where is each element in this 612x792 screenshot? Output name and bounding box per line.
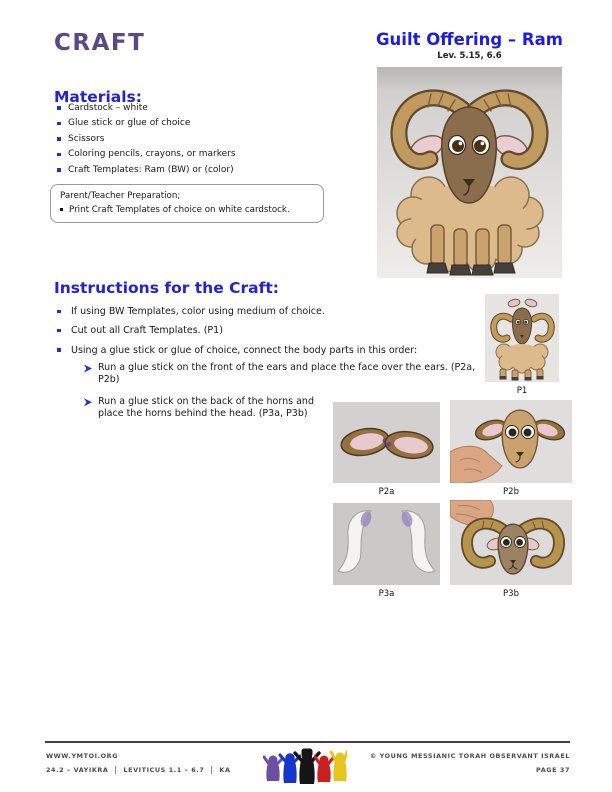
list-item (56, 103, 356, 114)
face-with-ears-illustration (450, 400, 572, 483)
ears-illustration (333, 402, 440, 483)
list-item (56, 306, 501, 318)
figure-label: P1 (516, 386, 528, 396)
arrow-bullet-icon (84, 398, 92, 406)
craft-subtitle: Guilt Offering – Ram (376, 30, 563, 49)
footer-website: WWW.YMTOI.ORG (46, 752, 119, 760)
instructions-heading: Instructions for the Craft: (54, 279, 279, 297)
list-item (56, 134, 356, 145)
bullet-icon (60, 208, 63, 211)
list-item (84, 396, 320, 421)
horn-backs-illustration (333, 503, 440, 585)
head-with-horns-illustration (450, 500, 572, 585)
material-label: Coloring pencils, crayons, or markers (68, 149, 236, 160)
preparation-note-box (50, 184, 324, 223)
bullet-icon (57, 137, 61, 141)
substep-label: Run a glue stick on the back of the horns and place the horns behind the head. (P3a, P3b) (98, 395, 314, 420)
bullet-icon (57, 106, 61, 110)
list-item (60, 205, 314, 215)
materials-heading: Materials: (54, 88, 142, 106)
material-label: Cardstock – white (68, 103, 148, 113)
list-item (56, 149, 356, 160)
preparation-label: Print Craft Templates of choice on white cardstock. (69, 205, 290, 215)
figure-label: P2b (503, 487, 519, 497)
list-item (56, 345, 501, 357)
materials-list (56, 103, 356, 180)
figure-label: P3b (503, 589, 519, 599)
figure-p2b (450, 400, 572, 497)
list-item (56, 165, 356, 176)
page-title: CRAFT (54, 30, 146, 56)
preparation-heading: Parent/Teacher Preparation; (60, 191, 181, 201)
substep-label: Run a glue stick on the front of the ears and place the face over the ears. (P2a, P2b) (98, 362, 476, 386)
footer-divider-rule (45, 741, 570, 743)
list-item (56, 118, 356, 129)
footer-scripture: LEVITICUS 1.1 – 6.7 (123, 766, 205, 774)
list-item (84, 362, 484, 387)
bullet-icon (57, 153, 61, 157)
bullet-icon (57, 168, 61, 172)
figure-p1 (485, 294, 559, 396)
bullet-icon (57, 310, 61, 314)
ram-craft-illustration (377, 67, 562, 278)
bullet-icon (57, 122, 61, 126)
figure-p3b (450, 500, 572, 599)
step-label: Using a glue stick or glue of choice, connect the body parts in this order: (71, 344, 418, 356)
bullet-icon (57, 329, 61, 333)
figure-label: P2a (378, 487, 395, 497)
footer-lesson: 24.2 – VAYIKRA (46, 766, 109, 774)
step-label: If using BW Templates, color using medium of choice. (71, 306, 325, 317)
footer-separator (115, 766, 116, 774)
completed-ram-photo (377, 67, 562, 278)
footer-code: KA (219, 766, 231, 774)
figure-label: P3a (378, 589, 395, 599)
ymtoi-logo-icon (263, 748, 347, 790)
footer-page-number: PAGE 37 (536, 766, 570, 774)
footer-right (370, 752, 570, 774)
scripture-reference: Lev. 5.15, 6.6 (437, 51, 502, 62)
material-label: Scissors (68, 133, 105, 144)
instruction-steps (56, 306, 501, 364)
footer-left (46, 752, 231, 774)
material-label: Craft Templates: Ram (BW) or (color) (68, 164, 234, 175)
footer-copyright: © YOUNG MESSIANIC TORAH OBSERVANT ISRAEL (369, 752, 570, 760)
cut-templates-illustration (485, 294, 559, 382)
material-label: Glue stick or glue of choice (68, 118, 191, 129)
footer-separator (211, 766, 212, 774)
lesson-header (372, 31, 567, 61)
arrow-bullet-icon (84, 365, 92, 373)
list-item (56, 325, 501, 337)
figure-p2a (333, 402, 440, 497)
step-label: Cut out all Craft Templates. (P1) (71, 325, 223, 337)
bullet-icon (57, 348, 61, 352)
figure-p3a (333, 503, 440, 599)
